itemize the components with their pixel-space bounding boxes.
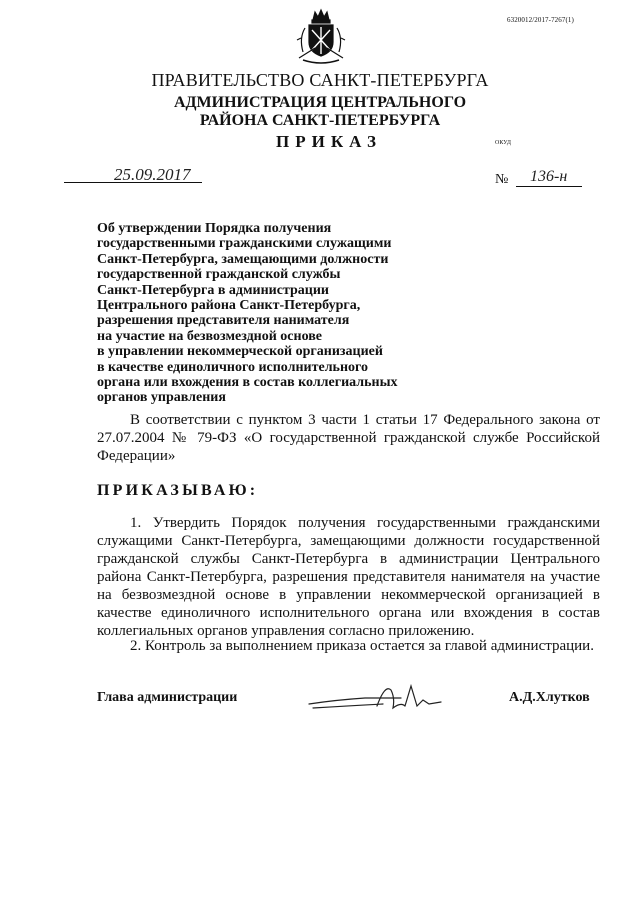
order-word: ПРИКАЗЫВАЮ: bbox=[97, 482, 259, 499]
subject-line: органа или вхождения в состав коллегиальных bbox=[97, 375, 398, 391]
subject-line: на участие на безвозмездной основе bbox=[97, 328, 322, 344]
okud-label: ОКУД bbox=[495, 140, 511, 146]
administration-title-line-2: РАЙОНА САНКТ-ПЕТЕРБУРГА bbox=[199, 112, 441, 129]
subject-line: государственной гражданской службы bbox=[97, 267, 341, 283]
signatory-position: Глава администрации bbox=[97, 690, 238, 705]
preamble-paragraph: В соответствии с пунктом 3 части 1 статьи 17 Федерального закона от 27.07.2004 № 79-ФЗ «О государственной гражданской службе Российской Федерации» bbox=[97, 412, 600, 464]
document-date: 25.09.2017 bbox=[114, 165, 191, 184]
subject-line: государственными гражданскими служащими bbox=[97, 236, 392, 252]
signatory-name: А.Д.Хлутков bbox=[509, 690, 590, 705]
handwritten-signature bbox=[305, 680, 445, 714]
subject-line: органов управления bbox=[97, 390, 226, 406]
number-label: № bbox=[495, 172, 509, 187]
administration-title-line-1: АДМИНИСТРАЦИЯ ЦЕНТРАЛЬНОГО bbox=[173, 94, 467, 111]
administration-title bbox=[0, 94, 640, 130]
subject-line: Санкт-Петербурга, замещающими должности bbox=[97, 251, 389, 267]
document-type-title: ПРИКАЗ bbox=[276, 132, 382, 151]
subject-line: в качестве единоличного исполнительного bbox=[97, 359, 369, 375]
subject-line: Санкт-Петербурга в администрации bbox=[97, 282, 329, 298]
order-item-1: 1. Утвердить Порядок получения государственными гражданскими служащими Санкт-Петербурга, замещающими должности государственной гражданской службы Санкт-Петербурга в администрации Центрального района Санкт-Петербурга, разрешения представителя нанимателя на участие на безвозмездной основе в управлении некоммерческой организацией в качестве единоличного исполнительного органа или вхождения в состав коллегиальных органов управления согласно приложению. bbox=[97, 515, 600, 639]
coat-of-arms-icon bbox=[293, 8, 349, 66]
government-title: ПРАВИТЕЛЬСТВО САНКТ-ПЕТЕРБУРГА bbox=[151, 70, 489, 90]
subject-line: Об утверждении Порядка получения bbox=[97, 221, 332, 236]
subject-line: в управлении некоммерческой организацией bbox=[97, 344, 383, 360]
document-reference-number: 6320012/2017-7267(1) bbox=[507, 16, 574, 24]
document-number: 136-н bbox=[530, 168, 568, 185]
number-underline bbox=[516, 186, 582, 187]
subject-line: разрешения представителя нанимателя bbox=[97, 313, 350, 329]
order-item-2: 2. Контроль за выполнением приказа остается за главой администрации. bbox=[130, 638, 594, 654]
subject-line: Центрального района Санкт-Петербурга, bbox=[97, 298, 361, 314]
subject-heading bbox=[97, 221, 437, 406]
